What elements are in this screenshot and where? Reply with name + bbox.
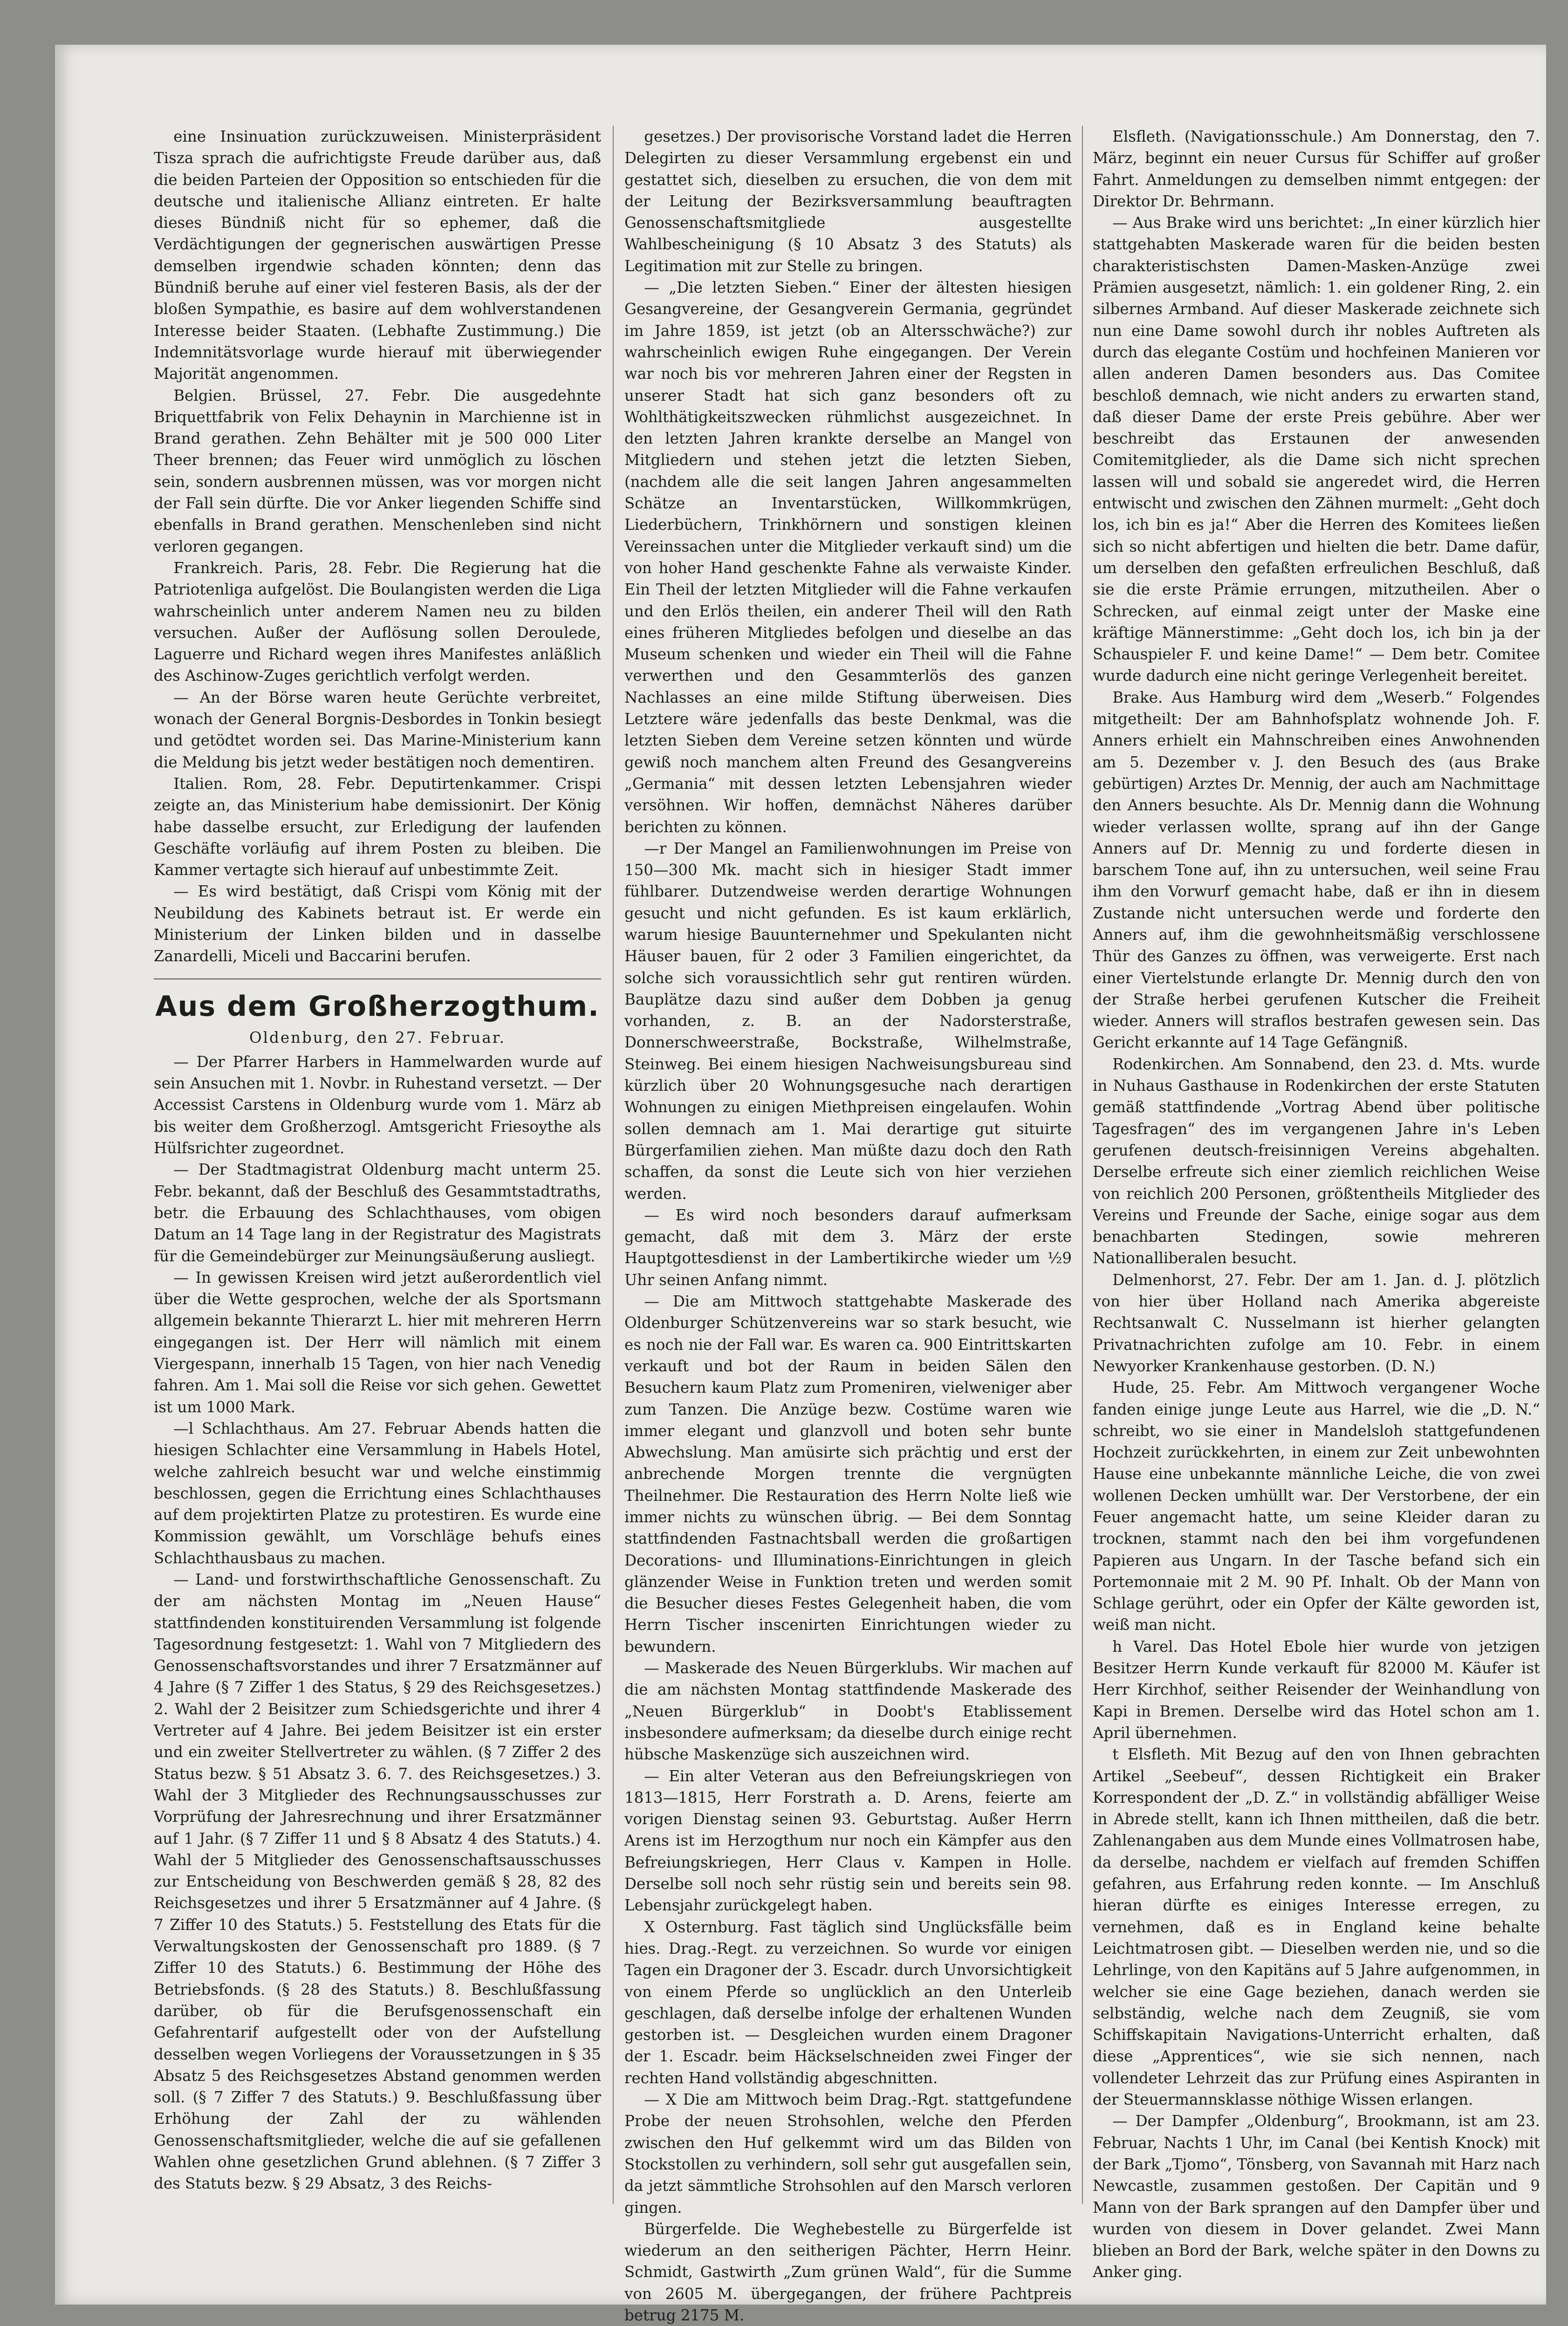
column-right — [1093, 126, 1540, 2281]
article-paragraph: Hude, 25. Febr. Am Mittwoch vergangener Woche fanden einige junge Leute aus Harrel, wie die „D. N.“ schreibt, wo sie einer in Mandelsloh stattgefundenen Hochzeit zurückkehrten, in einem zur Zeit unbewohnten Hause eine unbekannte männliche Leiche, die von zwei wollenen Decken umhüllt war. Der Verstorbene, der ein Feuer angemacht hatte, um seine Kleider daran zu trocknen, stammt nach den bei ihm vorgefundenen Papieren aus Ungarn. In der Tasche befand sich ein Portemonnaie mit 2 M. 90 Pf. Inhalt. Ob der Mann von Schlage gerührt, oder ein Opfer der Kälte geworden ist, weiß man nicht. — [1093, 1379, 1540, 1634]
article-paragraph: —r Der Mangel an Familienwohnungen im Preise von 150—300 Mk. macht sich in hiesiger Stadt immer fühlbarer. Dutzendweise werden derartige Wohnungen gesucht und nicht gefunden. Es ist kaum erklärlich, warum hiesige Bauunternehmer und Spekulanten nicht Häuser bauen, für 2 oder 3 Familien eingerichtet, da solche sich voraussichtlich sehr gut rentiren würden. Bauplätze dazu sind außer dem Dobben ja genug vorhanden, z. B. an der Nadorsterstraße, Donnerschweerstraße, Bockstraße, Wilhelmstraße, Steinweg. Bei einem hiesigen Nachweisungsbureau sind kürzlich über 20 Wohnungsgesuche nach derartigen Wohnungen zu einigen Miethpreisen eingelaufen. Wohin sollen demnach am 1. Mai derartige gut situirte Bürgerfamilien ziehen. Man müßte dazu doch den Rath schaffen, da sonst die Leute sich von hier verziehen werden. — [624, 839, 1072, 1203]
article-paragraph: — Es wird noch besonders darauf aufmerksam gemacht, daß mit dem 3. März der erste Hauptgottesdienst in der Lambertikirche wieder um ½9 Uhr seinen Anfang nimmt. — [624, 1206, 1072, 1289]
column-middle — [624, 126, 1072, 2324]
column-rule — [1082, 126, 1083, 2204]
article-paragraph: — An der Börse waren heute Gerüchte verbreitet, wonach der General Borgnis-Desbordes in Tonkin besiegt und getödtet worden sei. Das Marine-Ministerium kann die Meldung bis jetzt weder bestätigen noch dementiren. — [154, 688, 601, 771]
article-paragraph: Italien. Rom, 28. Febr. Deputirtenkammer. Crispi zeigte an, das Ministerium habe demissionirt. Der König habe dasselbe ersucht, zur Erledigung der laufenden Geschäfte vorläufig auf ihrem Posten zu bleiben. Die Kammer vertagte sich hierauf auf unbestimmte Zeit. — [154, 774, 601, 879]
article-paragraph: — „Die letzten Sieben.“ Einer der ältesten hiesigen Gesangvereine, der Gesangverein Germania, gegründet im Jahre 1859, ist jetzt (ob an Altersschwäche?) zur wahrscheinlich ewigen Ruhe eingegangen. Der Verein war noch bis vor mehreren Jahren einer der Regsten in unserer Stadt hat sich ganz besonders oft zu Wohlthätigkeitszwecken rühmlichst ausgezeichnet. In den letzten Jahren krankte derselbe an Mangel von Mitgliedern und stehen jetzt die letzten Sieben, (nachdem alle die seit langen Jahren angesammelten Schätze an Inventarstücken, Willkommkrügen, Liederbüchern, Trinkhörnern und sonstigen kleinen Vereinssachen unter die Mitglieder verkauft sind) um die von hoher Hand geschenkte Fahne als verwaiste Kinder. Ein Theil der letzten Mitglieder will die Fahne verkaufen und den Erlös theilen, ein anderer Theil will den Rath eines früheren Mitgliedes befolgen und dieselbe an das Museum schenken und wieder ein Theil will die Fahne verwerthen und den Gesammterlös des ganzen Nachlasses an eine milde Stiftung überweisen. Dies Letztere wäre jedenfalls das beste Denkmal, was die letzten Sieben dem Vereine setzen könnten und würde gewiß noch manchem alten Freund des Gesangvereins „Germania“ mit dessen letzten Lebensjahren wieder versöhnen. Wir hoffen, demnächst Näheres darüber berichten zu können. — [624, 279, 1072, 836]
article-paragraph: — Ein alter Veteran aus den Befreiungskriegen von 1813—1815, Herr Forstrath a. D. Arens, feierte am vorigen Dienstag seinen 93. Geburtstag. Außer Herrn Arens ist im Herzogthum nur noch ein Kämpfer aus den Befreiungskriegen, Herr Claus v. Kampen in Holle. Derselbe soll noch sehr rüstig sein und bereits sein 98. Lebensjahr zurückgelegt haben. — [624, 1767, 1072, 1915]
column-rule — [613, 126, 614, 2204]
article-paragraph: — Der Dampfer „Oldenburg“, Brookmann, ist am 23. Februar, Nachts 1 Uhr, im Canal (bei Kentish Knock) mit der Bark „Tjomo“, Tönsberg, von Savannah mit Harz nach Newcastle, zusammen gestoßen. Der Capitän und 9 Mann von der Bark sprangen auf den Dampfer über und wurden von diesem in Dover gelandet. Zwei Mann blieben an Bord der Bark, welche später in den Downs zu Anker ging. — [1093, 2112, 1540, 2281]
article-paragraph: Rodenkirchen. Am Sonnabend, den 23. d. Mts. wurde in Nuhaus Gasthause in Rodenkirchen der erste Statuten gemäß stattfindende „Vortrag Abend über politische Tagesfragen“ des im vergangenen Jahre in's Leben gerufenen deutsch-freisinnigen Vereins abgehalten. Derselbe erfreute sich einer ziemlich reichlichen Weise von reichlich 200 Personen, größtentheils Mitglieder des Vereins und Freunde der Sache, einige sogar aus dem benachbarten Stedingen, sowie mehreren Nationalliberalen besucht. — [1093, 1055, 1540, 1267]
article-paragraph: — Der Stadtmagistrat Oldenburg macht unterm 25. Febr. bekannt, daß der Beschluß des Gesammtstadtraths, betr. die Erbauung des Schlachthauses, vom obigen Datum an 14 Tage lang in der Registratur des Magistrats für die Gemeindebürger zur Meinungsäußerung ausliegt. — [154, 1161, 601, 1265]
dateline: Oldenburg, den 27. Februar. — [249, 1028, 506, 1047]
article-paragraph: — Maskerade des Neuen Bürgerklubs. Wir machen auf die am nächsten Montag stattfindende Maskerade des „Neuen Bürgerklub“ in Doobt's Etablissement insbesondere aufmerksam; da dieselbe durch einige recht hübsche Maskenzüge sich auszeichnen wird. — [624, 1659, 1072, 1764]
article-paragraph: gesetzes.) Der provisorische Vorstand ladet die Herren Delegirten zu dieser Versammlung ergebenst ein und gestattet sich, dieselben zu ersuchen, die von dem mit der Leitung der Bezirksversammlung beauftragten Genossenschaftsmitgliede ausgestellte Wahlbescheinigung (§ 10 Absatz 3 des Statuts) als Legitimation mit zur Stelle zu bringen. — [624, 128, 1072, 275]
article-paragraph: Belgien. Brüssel, 27. Febr. Die ausgedehnte Briquettfabrik von Felix Dehaynin in Marchienne ist in Brand gerathen. Zehn Behälter mit je 500 000 Liter Theer brennen; das Feuer wird unmöglich zu löschen sein, sondern ausbrennen müssen, was vor morgen nicht der Fall sein dürfte. Die vor Anker liegenden Schiffe sind ebenfalls in Brand gerathen. Menschenleben sind nicht verloren gegangen. — [154, 386, 601, 555]
article-paragraph: h Varel. Das Hotel Ebole hier wurde von jetzigen Besitzer Herrn Kunde verkauft für 82000 M. Käufer ist Herr Kirchhof, seither Reisender der Weinhandlung von Kapi in Bremen. Derselbe wird das Hotel schon am 1. April übernehmen. — [1093, 1637, 1540, 1742]
column-left — [154, 126, 601, 2209]
article-paragraph: — Der Pfarrer Harbers in Hammelwarden wurde auf sein Ansuchen mit 1. Novbr. in Ruhestand versetzt. — Der Accessist Carstens in Oldenburg wurde vom 1. März ab bis weiter dem Großherzogl. Amtsgericht Friesoythe als Hülfsrichter zugeordnet. — [154, 1053, 601, 1157]
article-paragraph: Bürgerfelde. Die Weghebestelle zu Bürgerfelde ist wiederum an den seitherigen Pächter, Herrn Heinr. Schmidt, Gastwirth „Zum grünen Wald“, für die Summe von 2605 M. übergegangen, der frühere Pachtpreis betrug 2175 M. — [624, 2220, 1072, 2324]
article-paragraph: —l Schlachthaus. Am 27. Februar Abends hatten die hiesigen Schlachter eine Versammlung in Habels Hotel, welche zahlreich besucht war und welche einstimmig beschlossen, gegen die Errichtung eines Schlachthauses auf dem projektirten Platze zu protestiren. Es wurde eine Kommission gewählt, um Vorschläge behufs eines Schlachthausbaus zu machen. — [154, 1419, 601, 1567]
article-paragraph: — Die am Mittwoch stattgehabte Maskerade des Oldenburger Schützenvereins war so stark besucht, wie es noch nie der Fall war. Es waren ca. 900 Eintrittskarten verkauft und bot der Raum in beiden Sälen den Besuchern kaum Platz zum Promeniren, vielweniger aber zum Tanzen. Die Anzüge bezw. Costüme waren wie immer elegant und glanzvoll und boten sehr bunte Abwechslung. Man amüsirte sich prächtig und erst der anbrechende Morgen trennte die vergnügten Theilnehmer. Die Restauration des Herrn Nolte ließ wie immer nichts zu wünschen übrig. — Bei dem Sonntag stattfindenden Fastnachtsball werden die großartigen Decorations- und Illuminations-Einrichtungen in gleich glänzender Weise in Funktion treten und werden somit die Besucher dieses Festes Gelegenheit haben, die vom Herrn Tischer inscenirten Einrichtungen wieder zu bewundern. — [624, 1293, 1072, 1656]
foreign-news-section — [154, 126, 601, 967]
article-paragraph: — Aus Brake wird uns berichtet: „In einer kürzlich hier stattgehabten Maskerade waren für die beiden besten charakteristischsten Damen-Masken-Anzüge zwei Prämien ausgesetzt, nämlich: 1. ein goldener Ring, 2. ein silbernes Armband. Auf dieser Maskerade zeichnete sich nun eine Dame sowohl durch ihr nobles Auftreten als durch das elegante Costüm und hochfeinen Manieren vor allen anderen Damen besonders aus. Das Comitee beschloß demnach, wie nicht anders zu erwarten stand, daß dieser Dame der erste Preis gebühre. Aber wer beschreibt das Erstaunen der anwesenden Comitemitglieder, als die Dame sich nicht sprechen lassen will und sobald sie angeredet wird, die Herren entwischt und zwischen den Zähnen murmelt: „Geht doch los, ich bin es ja!“ Aber die Herren des Komitees ließen sich so nicht abfertigen und hielten die betr. Dame dafür, um derselben den gefaßten erfreulichen Beschluß, daß sie die erste Prämie errungen, mitzutheilen. Aber o Schrecken, auf einmal zeigt unter der Maske eine kräftige Männerstimme: „Geht doch los, ich bin ja der Schauspieler F. und keine Dame!“ — Dem betr. Comitee wurde dadurch eine nicht geringe Verlegenheit bereitet. — [1093, 214, 1540, 685]
article-paragraph: — X Die am Mittwoch beim Drag.-Rgt. stattgefundene Probe der neuen Strohsohlen, welche den Pferden zwischen den Huf gelkemmt wird um das Bilden von Stockstollen zu verhindern, soll sehr gut ausgefallen sein, da jetzt sämmtliche Strohsohlen auf den Marsch verloren gingen. — [624, 2091, 1072, 2217]
article-paragraph: eine Insinuation zurückzuweisen. Ministerpräsident Tisza sprach die aufrichtigste Freude darüber aus, daß die beiden Parteien der Opposition so entschieden für die deutsche und italienische Allianz eintreten. Er halte dieses Bündniß nicht für so ephemer, daß die Verdächtigungen der gegnerischen auswärtigen Presse demselben irgendwie schaden könnten; denn das Bündniß beruhe auf einer viel festeren Basis, als der der bloßen Sympathie, es basire auf dem wohlverstandenen Interesse beider Staaten. (Lebhafte Zustimmung.) Die Indemnitätsvorlage wurde hierauf mit überwiegender Majorität angenommen. — [154, 128, 601, 383]
article-paragraph: Delmenhorst, 27. Febr. Der am 1. Jan. d. J. plötzlich von hier über Holland nach Amerika abgereiste Rechtsanwalt C. Nusselmann ist hierher gelangten Privatnachrichten zufolge am 10. Febr. in einem Newyorker Krankenhause gestorben. (D. N.) — [1093, 1271, 1540, 1375]
local-news-section — [154, 1051, 601, 2195]
article-paragraph: — Land- und forstwirthschaftliche Genossenschaft. Zu der am nächsten Montag im „Neuen Hause“ stattfindenden konstituirenden Versammlung ist folgende Tagesordnung festgesetzt: 1. Wahl von 7 Mitgliedern des Genossenschaftsvorstandes und ihrer 7 Ersatzmänner auf 4 Jahre (§ 7 Ziffer 1 des Status, § 29 des Reichsgesetzes.) 2. Wahl der 2 Beisitzer zum Schiedsgerichte und ihrer 4 Vertreter auf 4 Jahre. Bei jedem Beisitzer ist ein erster und ein zweiter Stellvertreter zu wählen. (§ 7 Ziffer 2 des Status bezw. § 51 Absatz 3. 6. 7. des Reichsgesetzes.) 3. Wahl der 3 Mitglieder des Rechnungsausschusses zur Vorprüfung der Jahresrechnung und ihrer Ersatzmänner auf 1 Jahr. (§ 7 Ziffer 11 und § 8 Absatz 4 des Statuts.) 4. Wahl der 5 Mitglieder des Genossenschaftsausschusses zur Entscheidung von Beschwerden gemäß § 28, 82 des Reichsgesetzes und ihrer 5 Ersatzmänner auf 4 Jahre. (§ 7 Ziffer 10 des Statuts.) 5. Feststellung des Etats für die Verwaltungskosten der Genossenschaft pro 1889. (§ 7 Ziffer 10 des Statuts.) 6. Bestimmung der Höhe des Betriebsfonds. (§ 28 des Statuts.) 8. Beschlußfassung darüber, ob für die Berufsgenossenschaft ein Gefahrentarif aufgestellt oder von der Aufstellung desselben wegen Vorliegens der Voraussetzungen in § 35 Absatz 5 des Reichsgesetzes Abstand genommen werden soll. (§ 7 Ziffer 7 des Statuts.) 9. Beschlußfassung über Erhöhung der Zahl der zu wählenden Genossenschaftsmitglieder, welche die auf sie gefallenen Wahlen ohne gesetzlichen Grund ablehnen. (§ 7 Ziffer 3 des Statuts bezw. § 29 Absatz, 3 des Reichs- — [154, 1571, 601, 2193]
article-paragraph: — Es wird bestätigt, daß Crispi vom König mit der Neubildung des Kabinets betraut ist. Er werde ein Ministerium der Linken bilden und in dasselbe Zanardelli, Miceli und Baccarini berufen. — [154, 883, 601, 965]
section-heading: Aus dem Großherzogthum. — [154, 978, 601, 1025]
article-paragraph: t Elsfleth. Mit Bezug auf den von Ihnen gebrachten Artikel „Seebeuf“, dessen Richtigkeit ein Braker Korrespondent der „D. Z.“ in vollständig abfälliger Weise in Abrede stellt, kann ich Ihnen mittheilen, daß die betr. Zahlenangaben aus dem Munde eines Vollmatrosen habe, da derselbe, nachdem er vielfach auf fremden Schiffen gefahren, aus Erfahrung reden konnte. — Im Anschluß hieran dürfte es einiges Interesse erregen, zu vernehmen, daß es in England keine behalte Leichtmatrosen gibt. — Dieselben werden nie, und so die Lehrlinge, von den Kapitäns auf 5 Jahre aufgenommen, in welcher sie eine Gage beziehen, danach werden sie selbständig, welche nach dem Zeugniß, sie vom Schiffskapitain Navigations-Unterricht erhalten, daß diese „Apprentices“, wie sie sich nennen, nach vollendeter Lehrzeit das zur Prüfung eines Aspiranten in der Steuermannsklasse nöthige Wissen erlangen. — [1093, 1745, 1540, 2109]
article-paragraph: X Osternburg. Fast täglich sind Unglücksfälle beim hies. Drag.-Regt. zu verzeichnen. So wurde vor einigen Tagen ein Dragoner der 3. Escadr. durch Unvorsichtigkeit von einem Pferde so unglücklich an den Unterleib geschlagen, daß derselbe infolge der erhaltenen Wunden gestorben ist. — Desgleichen wurden einem Dragoner der 1. Escadr. beim Häckselschneiden zwei Finger der rechten Hand vollständig abgeschnitten. — [624, 1918, 1072, 2087]
article-paragraph: Frankreich. Paris, 28. Febr. Die Regierung hat die Patriotenliga aufgelöst. Die Boulangisten werden die Liga wahrscheinlich unter anderem Namen neu zu bilden versuchen. Außer der Auflösung sollen Deroulede, Laguerre und Richard wegen ihres Manifestes anläßlich des Aschinow-Zuges gerichtlich verfolgt werden. — [154, 559, 601, 685]
article-paragraph: Elsfleth. (Navigationsschule.) Am Donnerstag, den 7. März, beginnt ein neuer Cursus für Schiffer auf großer Fahrt. Anmeldungen zu demselben nimmt entgegen: der Direktor Dr. Behrmann. — [1093, 128, 1540, 210]
article-paragraph: Brake. Aus Hamburg wird dem „Weserb.“ Folgendes mitgetheilt: Der am Bahnhofsplatz wohnende Joh. F. Anners erhielt ein Mahnschreiben eines Anwohnenden am 5. Dezember v. J. den Besuch des (aus Brake gebürtigen) Arztes Dr. Mennig, der auch am Nachmittage den Anners besuchte. Als Dr. Mennig dann die Wohnung wieder verlassen wollte, sprang auf ihn der Gange Anners auf Dr. Mennig zu und forderte diesen in barschem Tone auf, ihn zu untersuchen, weil seine Frau ihm den Vorwurf gemacht habe, daß er ihn in diesem Zustande nicht untersuchen werde und forderte den Anners auf, ihm die gewohnheitsmäßig verschlossene Thür des Ganzes zu öffnen, was verweigerte. Erst nach einer Viertelstunde erlangte Dr. Mennig durch den von der Straße herbei gerufenen Kutscher die Freiheit wieder. Anners will straflos bestrafen gewesen sein. Das Gericht erkannte auf 14 Tage Gefängniß. — [1093, 688, 1540, 1052]
article-paragraph: — In gewissen Kreisen wird jetzt außerordentlich viel über die Wette gesprochen, welche der als Sportsmann allgemein bekannte Thierarzt L. hier mit mehreren Herrn eingegangen ist. Der Herr will nämlich mit einem Viergespann, innerhalb 15 Tagen, von hier nach Venedig fahren. Am 1. Mai soll die Reise vor sich gehen. Gewettet ist um 1000 Mark. — [154, 1268, 601, 1416]
